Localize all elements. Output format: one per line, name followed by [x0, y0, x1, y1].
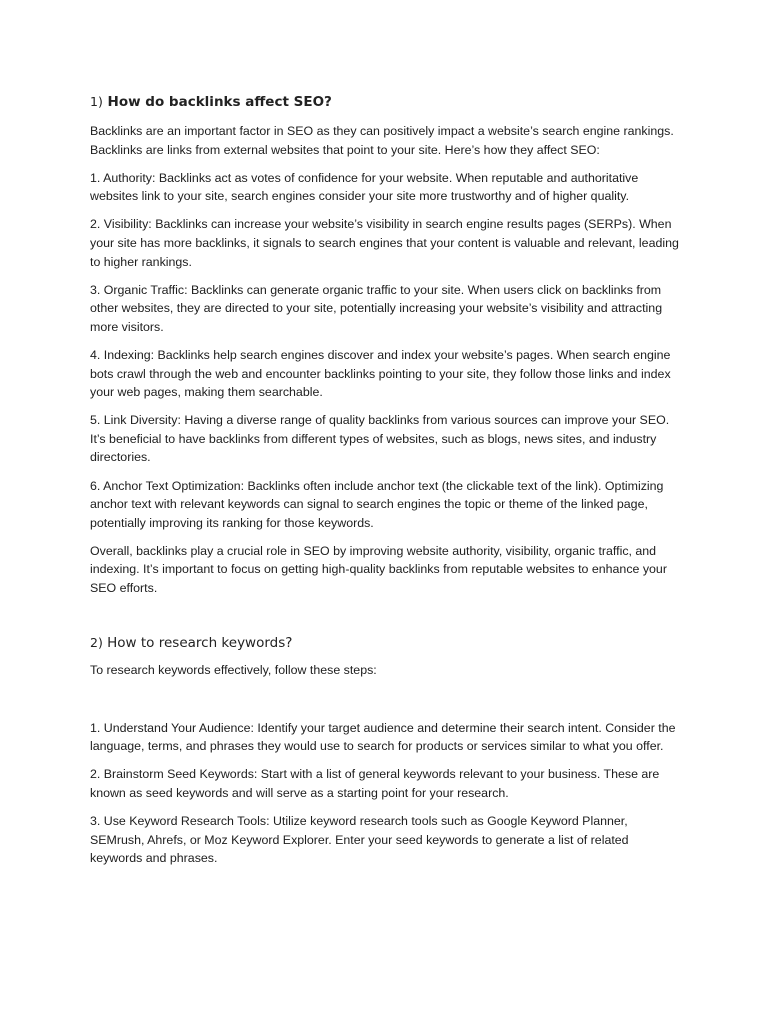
section-1-heading — [90, 92, 680, 112]
section-1-item: 4. Indexing: Backlinks help search engines discover and index your website’s pages. When search engine bots crawl through the web and encounter backlinks pointing to your site, they follow those links and index your web pages, making them searchable. — [90, 347, 671, 400]
section-1-item: 3. Organic Traffic: Backlinks can generate organic traffic to your site. When users click on backlinks from other websites, they are directed to your site, potentially increasing your website’s visibility and attracting more visitors. — [90, 282, 663, 334]
section-1-item: 5. Link Diversity: Having a diverse range of quality backlinks from various sources can improve your SEO. It’s beneficial to have backlinks from different types of websites, such as blogs, news sites, and industry directories. — [90, 413, 670, 465]
section-1-title: How do backlinks affect SEO? — [107, 94, 332, 110]
section-1-number: 1) — [90, 94, 103, 109]
section-2-item: 2. Brainstorm Seed Keywords: Start with a list of general keywords relevant to your business. These are known as seed keywords and will serve as a starting point for your research. — [90, 767, 660, 800]
section-1-item: 2. Visibility: Backlinks can increase your website’s visibility in search engine results pages (SERPs). When your site has more backlinks, it signals to search engines that your content is valuable and relevant, leading to higher rankings. — [90, 217, 679, 269]
section-1-conclusion: Overall, backlinks play a crucial role in SEO by improving website authority, visibility, organic traffic, and indexing. It’s important to focus on getting high-quality backlinks from reputable websites to enhance your SEO efforts. — [90, 543, 667, 595]
section-1-item: 6. Anchor Text Optimization: Backlinks often include anchor text (the clickable text of the link). Optimizing anchor text with relevant keywords can signal to search engines the topic or theme of the linked page, potentially improving its ranking for those keywords. — [90, 478, 664, 530]
section-2-item: 1. Understand Your Audience: Identify your target audience and determine their search intent. Consider the language, terms, and phrases they would use to search for products or services similar to what you offer. — [90, 720, 676, 754]
section-1-intro: Backlinks are an important factor in SEO as they can positively impact a website’s search engine rankings. Backlinks are links from external websites that point to your site. Here’s how they affect SEO: — [90, 124, 674, 157]
section-1-item: 1. Authority: Backlinks act as votes of confidence for your website. When reputable and authoritative websites link to your site, search engines consider your site more trustworthy and of higher quality. — [90, 170, 639, 204]
document-page — [90, 92, 680, 877]
paragraph-spacer — [90, 689, 680, 719]
section-2-intro: To research keywords effectively, follow these steps: — [90, 662, 377, 677]
section-2-number: 2) — [90, 634, 103, 650]
section-2-title: How to research keywords? — [107, 634, 293, 651]
section-2-heading — [90, 633, 680, 653]
section-2-item: 3. Use Keyword Research Tools: Utilize keyword research tools such as Google Keyword Planner, SEMrush, Ahrefs, or Moz Keyword Explorer. Enter your seed keywords to generate a list of related keywords and phrases. — [90, 814, 629, 866]
